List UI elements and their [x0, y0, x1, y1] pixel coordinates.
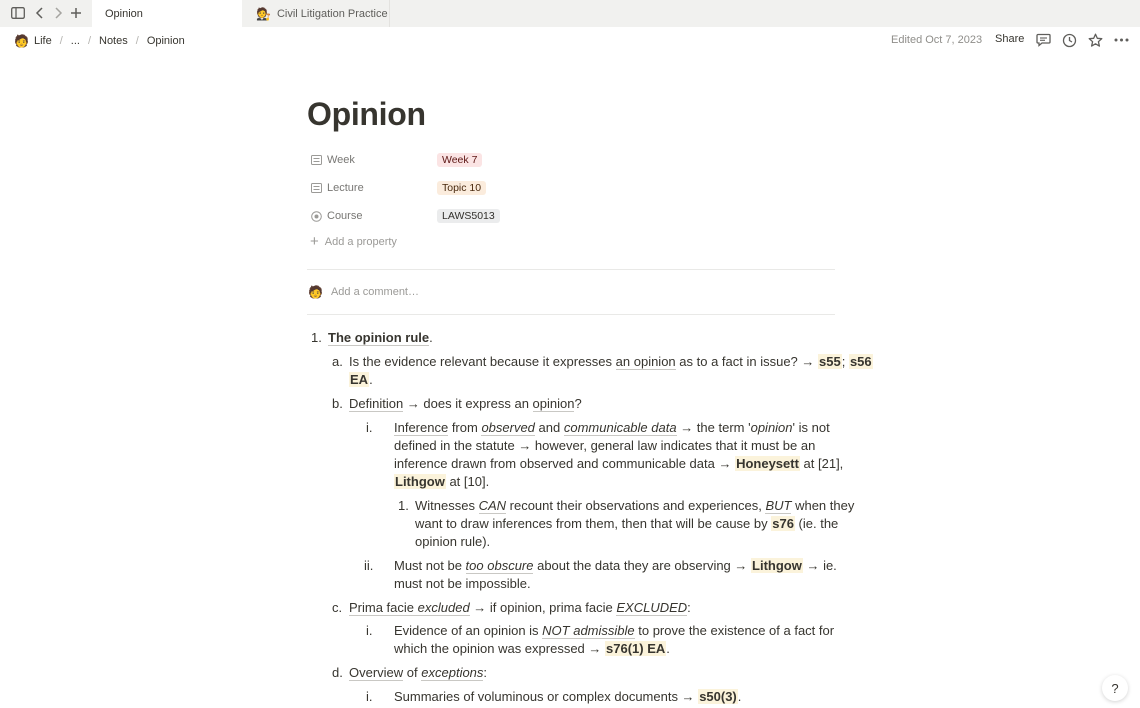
- list-icon: [310, 154, 322, 166]
- list-item-continuation: [394, 473, 489, 491]
- text-italic: opinion: [750, 420, 793, 435]
- text-highlight: Lithgow: [395, 474, 445, 489]
- tab-strip: [0, 0, 1140, 27]
- text: at [10].: [445, 474, 490, 489]
- text: must not be impossible.: [394, 576, 531, 591]
- list-item[interactable]: [349, 599, 691, 617]
- tab-civil-litigation-practice[interactable]: [243, 0, 390, 27]
- list-item[interactable]: [415, 497, 854, 515]
- text-underlined: an opinion: [615, 354, 676, 369]
- avatar-icon: 🧑: [14, 34, 29, 48]
- text-highlight: s76: [772, 516, 794, 531]
- text: .: [429, 330, 433, 345]
- text-italic: observed: [481, 420, 535, 435]
- list-item[interactable]: [394, 622, 834, 640]
- list-marker: 1.: [311, 330, 322, 345]
- list-marker: 1.: [398, 498, 409, 513]
- text-underlined: Definition: [349, 396, 404, 411]
- add-comment-input[interactable]: [308, 285, 419, 299]
- text: of: [403, 665, 422, 680]
- list-marker: ii.: [364, 558, 374, 573]
- forward-arrow-icon[interactable]: [49, 4, 67, 22]
- text-highlight: s56: [849, 354, 872, 369]
- plus-icon: +: [310, 233, 319, 250]
- text-highlight: s50(3): [699, 689, 737, 704]
- text: defined in the statute → however, general law indicates that it must be an: [394, 438, 816, 453]
- property-name: Course: [327, 210, 363, 222]
- text: :: [687, 600, 691, 615]
- list-marker: i.: [366, 689, 373, 704]
- list-item-continuation: [415, 533, 490, 551]
- divider: [307, 269, 835, 270]
- breadcrumb: [14, 34, 185, 48]
- text: → if opinion, prima facie: [469, 600, 617, 615]
- property-name: Week: [327, 154, 355, 166]
- text: and: [534, 420, 564, 435]
- edited-timestamp: Edited Oct 7, 2023: [891, 34, 983, 46]
- help-button[interactable]: [1102, 675, 1128, 701]
- text-bold: The opinion rule: [328, 330, 430, 345]
- text: → does it express an: [403, 396, 533, 411]
- text: Evidence of an opinion is: [394, 623, 543, 638]
- text-italic: exceptions: [421, 665, 484, 680]
- breadcrumb-life[interactable]: Life: [33, 35, 52, 47]
- list-item[interactable]: [394, 688, 741, 706]
- text: → the term ': [676, 420, 751, 435]
- text-italic: CAN: [478, 498, 507, 513]
- judge-emoji-icon: 🧑‍⚖️: [256, 6, 271, 21]
- help-icon: ?: [1111, 680, 1119, 696]
- text: want to draw inferences from them, then that will be cause by: [415, 516, 772, 531]
- text-underlined: Overview: [349, 665, 404, 680]
- text: ' is not: [792, 420, 830, 435]
- list-item[interactable]: [349, 664, 487, 682]
- text: .: [369, 372, 373, 387]
- breadcrumb-separator: /: [59, 35, 63, 47]
- text-underlined: Prima facie: [349, 600, 418, 615]
- text: to prove the existence of a fact for: [634, 623, 835, 638]
- text: when they: [791, 498, 855, 513]
- text-italic: EXCLUDED: [616, 600, 688, 615]
- list-item[interactable]: [394, 557, 837, 575]
- text: Must not be: [394, 558, 466, 573]
- property-value-course[interactable]: LAWS5013: [437, 209, 500, 223]
- property-value-lecture[interactable]: Topic 10: [437, 181, 486, 195]
- list-item[interactable]: [328, 329, 433, 347]
- tab-label: Civil Litigation Practice: [276, 7, 388, 20]
- text-underlined: Inference: [394, 420, 449, 435]
- text: recount their observations and experiences,: [506, 498, 766, 513]
- favorite-star-icon[interactable]: [1087, 32, 1103, 48]
- text-highlight: s55: [819, 354, 841, 369]
- list-item-continuation: [394, 455, 843, 473]
- text-highlight: Honeysett: [736, 456, 799, 471]
- list-marker: i.: [366, 623, 373, 638]
- text: Witnesses: [415, 498, 479, 513]
- breadcrumb-opinion[interactable]: Opinion: [146, 35, 185, 47]
- list-marker: i.: [366, 420, 373, 435]
- text-highlight: EA: [350, 372, 369, 387]
- property-course[interactable]: [310, 205, 830, 227]
- text: about the data they are observing →: [533, 558, 752, 573]
- list-item[interactable]: [349, 353, 873, 371]
- list-marker: c.: [332, 600, 343, 615]
- breadcrumb-separator: /: [87, 35, 91, 47]
- breadcrumb-notes[interactable]: Notes: [99, 35, 128, 47]
- list-item-continuation: [415, 515, 838, 533]
- text: ;: [841, 354, 849, 369]
- text: at [21],: [799, 456, 844, 471]
- text-underlined: opinion: [532, 396, 575, 411]
- text-italic: BUT: [765, 498, 792, 513]
- text: which the opinion was expressed →: [394, 641, 606, 656]
- text: (ie. the: [794, 516, 839, 531]
- avatar-icon: 🧑: [308, 285, 323, 299]
- property-value-week[interactable]: Week 7: [437, 153, 482, 167]
- new-tab-icon[interactable]: [67, 4, 85, 22]
- select-circle-icon: [310, 210, 322, 222]
- list-item-continuation: [349, 371, 373, 389]
- text-italic: excluded: [417, 600, 470, 615]
- property-lecture[interactable]: [310, 177, 830, 199]
- text: from: [448, 420, 482, 435]
- tab-opinion[interactable]: [92, 0, 242, 27]
- divider: [307, 314, 835, 315]
- text: Is the evidence relevant because it expresses: [349, 354, 616, 369]
- text: .: [737, 689, 742, 704]
- share-button[interactable]: Share: [995, 33, 1025, 45]
- tab-label: Opinion: [105, 7, 143, 20]
- add-property-button[interactable]: [310, 233, 397, 250]
- list-item-continuation: [394, 437, 815, 455]
- text: opinion rule).: [415, 534, 491, 549]
- text: as to a fact in issue? →: [675, 354, 819, 369]
- text-italic: too obscure: [465, 558, 534, 573]
- sidebar-toggle-icon[interactable]: [9, 4, 27, 22]
- page-title[interactable]: Opinion: [307, 96, 426, 132]
- list-item-continuation: [394, 640, 670, 658]
- list-marker: d.: [332, 665, 343, 680]
- list-item[interactable]: [394, 419, 830, 437]
- text-highlight: s76(1) EA: [606, 641, 666, 656]
- comment-placeholder: Add a comment…: [330, 286, 419, 298]
- updates-clock-icon[interactable]: [1061, 32, 1077, 48]
- text: .: [666, 641, 670, 656]
- property-name: Lecture: [327, 182, 364, 194]
- property-week[interactable]: [310, 149, 830, 171]
- breadcrumb-ellipsis[interactable]: ...: [70, 35, 80, 47]
- add-property-label: Add a property: [324, 236, 397, 248]
- text-italic: communicable data: [563, 420, 677, 435]
- list-marker: b.: [332, 396, 343, 411]
- list-icon: [310, 182, 322, 194]
- text: → ie.: [802, 558, 837, 573]
- text-highlight: Lithgow: [752, 558, 802, 573]
- breadcrumb-separator: /: [135, 35, 139, 47]
- text-italic: NOT admissible: [542, 623, 635, 638]
- comments-icon[interactable]: [1035, 32, 1051, 48]
- list-item[interactable]: [349, 395, 582, 413]
- top-bar: [0, 27, 1140, 55]
- text: Summaries of voluminous or complex documents →: [394, 689, 699, 704]
- more-options-icon[interactable]: [1113, 32, 1129, 48]
- text: inference drawn from observed and communicable data →: [394, 456, 736, 471]
- list-item-continuation: [394, 575, 531, 593]
- text: :: [483, 665, 488, 680]
- back-arrow-icon[interactable]: [31, 4, 49, 22]
- list-marker: a.: [332, 354, 343, 369]
- text: ?: [574, 396, 582, 411]
